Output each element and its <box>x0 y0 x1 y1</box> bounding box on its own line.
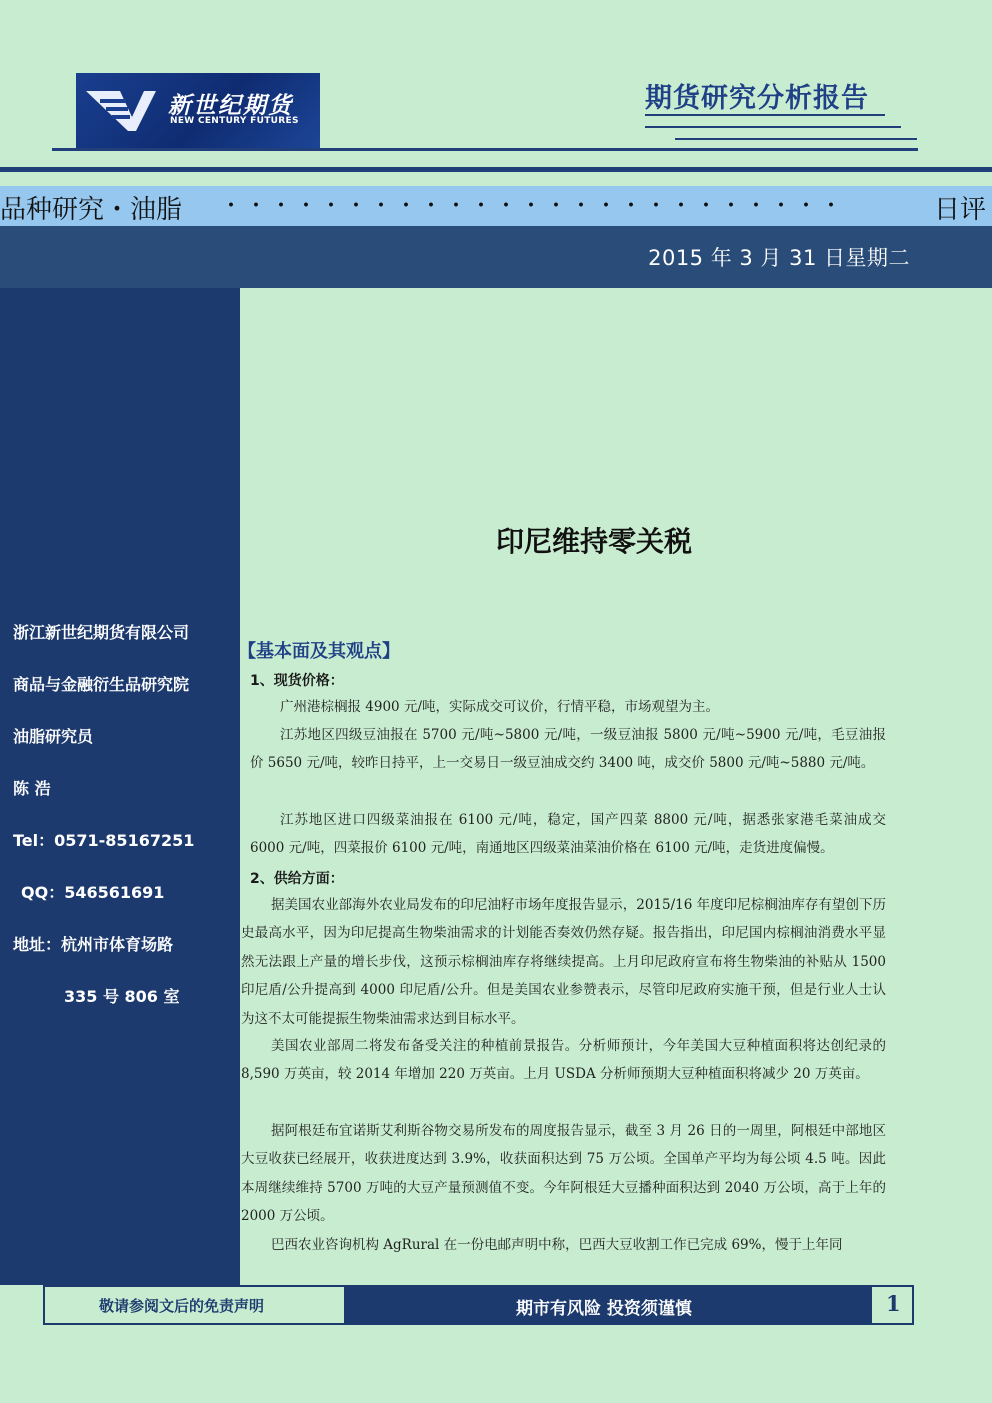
footer <box>43 1285 916 1325</box>
footer-disclaimer: 敬请参阅文后的免责声明 <box>99 1297 265 1315</box>
report-title: 期货研究分析报告 <box>645 83 869 114</box>
paragraph-indonesia-report: 据美国农业部海外农业局发布的印尼油籽市场年度报告显示，2015/16 年度印尼棕榈油库存有望创下历史最高水平，因为印尼提高生物柴油需求的计划能否奏效仍然存疑。报告指出，印尼国内棕榈油消费水平显然无法跟上产量的增长步伐，这预示棕榈油库存将继续提高。上月印尼政府宣布将生物柴油的补贴从 1500 印尼盾/公升提高到 4000 印尼盾/公升。但是美国农业参赞表示，尽管印尼政府实施干预，但是行业人士认为这不太可能提振生物柴油需求达到目标水平。 <box>241 897 886 1027</box>
logo-emblem-icon <box>86 87 156 133</box>
footer-slogan-box <box>346 1285 872 1325</box>
report-type-label: 日评 <box>933 195 986 225</box>
paragraph-brazil-harvest: 巴西农业咨询机构 AgRural 在一份电邮声明中称，巴西大豆收割工作已完成 69%，慢于上年同 <box>271 1237 843 1253</box>
paragraph-usda-report: 美国农业部周二将发布备受关注的种植前景报告。分析师预计，今年美国大豆种植面积将达创纪录的 8,590 万英亩，较 2014 年增加 220 万英亩。上月 USDA 分析师预期大豆种植面积将减少 20 万英亩。 <box>241 1038 886 1083</box>
paragraph-rapeseed-oil-price: 江苏地区进口四级菜油报在 6100 元/吨，稳定，国产四菜 8800 元/吨，据悉张家港毛菜油成交 6000 元/吨，四菜报价 6100 元/吨，南通地区四级菜油菜油价格在 6100 元/吨，走货进度偏慢。 <box>250 812 886 857</box>
page-number: 1 <box>886 1291 901 1316</box>
sidebar-address: 地址：杭州市体育场路 <box>13 935 174 954</box>
header-rule <box>675 138 917 140</box>
sidebar-analyst: 陈 浩 <box>13 779 51 798</box>
company-logo <box>76 73 320 149</box>
sidebar-role: 油脂研究员 <box>13 727 94 746</box>
paragraph-palm-price: 广州港棕榈报 4900 元/吨，实际成交可议价，行情平稳，市场观望为主。 <box>280 699 719 715</box>
footer-slogan: 期市有风险 投资须谨慎 <box>516 1299 692 1319</box>
header-rule <box>52 148 918 151</box>
sidebar-institute: 商品与金融衍生品研究院 <box>13 675 190 694</box>
sidebar-address-room: 335 号 806 室 <box>64 987 180 1006</box>
paragraph-soyoil-price: 江苏地区四级豆油报在 5700 元/吨~5800 元/吨，一级豆油报 5800 元/吨~5900 元/吨，毛豆油报价 5650 元/吨，较昨日持平，上一交易日一级豆油成交约 3400 吨，成交价 5800 元/吨~5880 元/吨。 <box>250 727 886 772</box>
subheading-spot-price: 1、现货价格： <box>250 673 344 689</box>
paragraph-argentina-harvest: 据阿根廷布宜诺斯艾利斯谷物交易所发布的周度报告显示，截至 3 月 26 日的一周里，阿根廷中部地区大豆收获已经展开，收获进度达到 3.9%，收获面积达到 75 万公顷。全国单产平均为每公顷 4.5 吨。因此本周继续维持 5700 万吨的大豆产量预测值不变。今年阿根廷大豆播种面积达到 2040 万公顷，高于上年的 2000 万公顷。 <box>241 1123 886 1225</box>
sidebar <box>0 288 240 1285</box>
page-number-box <box>872 1285 914 1325</box>
subheading-supply: 2、供给方面： <box>250 871 344 887</box>
sidebar-tel: Tel：0571-85167251 <box>13 831 195 850</box>
report-date: 2015 年 3 月 31 日星期二 <box>648 246 910 270</box>
header-rule <box>0 167 992 172</box>
logo-chinese-text: 新世纪期货 <box>168 92 293 119</box>
banner-dots: ・・・・・・・・・・・・・・・・・・・・・・・・・ <box>220 194 846 219</box>
footer-disclaimer-box <box>43 1285 346 1325</box>
sidebar-company: 浙江新世纪期货有限公司 <box>13 623 190 642</box>
date-bar <box>0 226 992 288</box>
logo-english-text: NEW CENTURY FUTURES <box>170 116 299 126</box>
header-rule <box>645 126 901 128</box>
section-heading: 【基本面及其观点】 <box>238 641 400 662</box>
category-banner <box>0 186 992 226</box>
sidebar-qq: QQ：546561691 <box>21 883 165 902</box>
article-title: 印尼维持零关税 <box>496 525 693 558</box>
category-label: 品种研究・油脂 <box>0 195 183 225</box>
